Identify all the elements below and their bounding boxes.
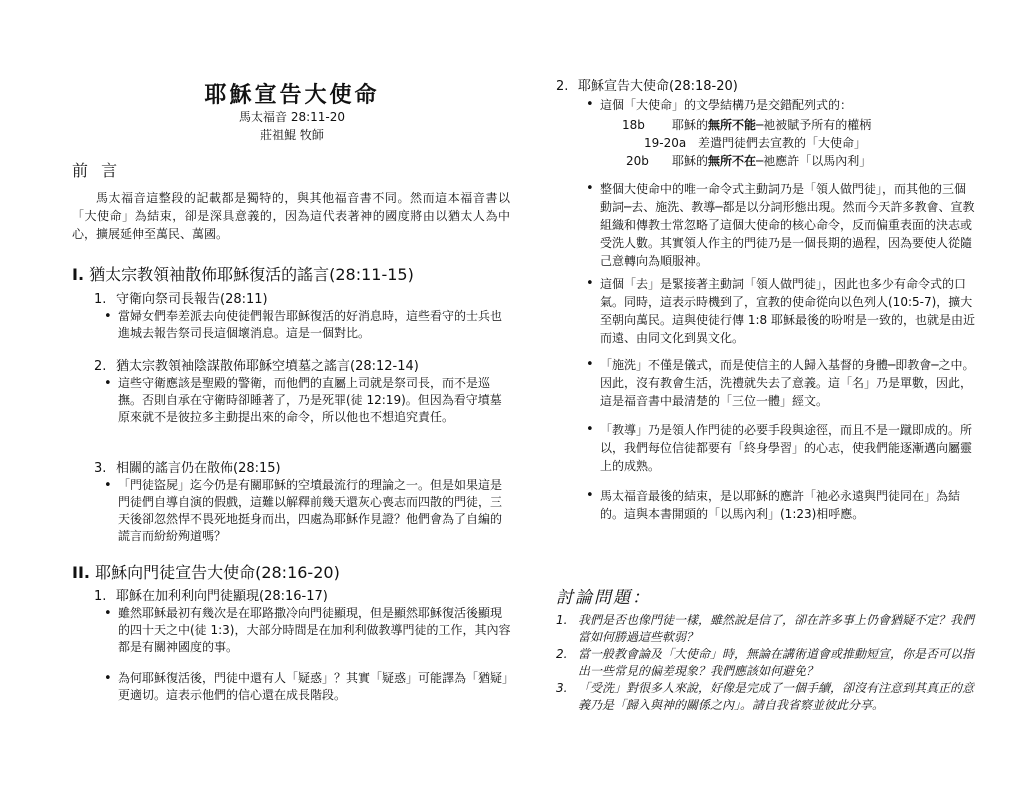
chiasm-text: ─祂應許「以馬內利」 <box>756 154 872 168</box>
intro-paragraph: 馬太福音這整段的記載都是獨特的，與其他福音書不同。然而這本福音書以「大使命」為結束，卻是深具意義的，因為這代表著神的國度將由以猶太人為中心，擴展延伸至萬民、萬國。 <box>72 191 510 241</box>
section-2-heading <box>72 560 340 583</box>
author-line: 莊祖鯤 牧師 <box>260 128 324 142</box>
question-text: 我們是否也像門徒一樣，雖然說是信了，卻在許多事上仍會猶疑不定？我們當如何勝過這些軟弱？ <box>578 613 975 644</box>
subsection-number: 1. <box>94 292 107 307</box>
bullet-paragraph: • 「門徒盜屍」迄今仍是有關耶穌的空墳最流行的理論之一。但是如果這是門徒們自導自演的假戲，這難以解釋前幾天還灰心喪志而四散的門徒，三天後卻忽然悍不畏死地挺身而出，四處為耶穌作見證？他們會為了自編的謊言而紛紛殉道嗎？ <box>118 477 512 545</box>
question-number: 3. <box>556 681 568 695</box>
chiasm-line <box>622 116 871 133</box>
section-1-number: I. <box>72 265 85 284</box>
subsection-1-3 <box>94 457 281 476</box>
discussion-question <box>556 612 976 644</box>
chiasm-text: 差遣門徒們去宣教的「大使命」 <box>698 136 867 150</box>
subsection-title: 猶太宗教領袖陰謀散佈耶穌空墳墓之謠言(28:12-14) <box>116 359 419 374</box>
subsection-title: 耶穌在加利利向門徒顯現(28:16-17) <box>116 589 328 604</box>
bullet-paragraph: • 「教導」乃是領人作門徒的必要手段與途徑，而且不是一蹴即成的。所以，我們每位信徒都要有「終身學習」的心志，使我們能逐漸邁向屬靈上的成熟。 <box>600 421 976 475</box>
bullet-paragraph: • 這個「大使命」的文學結構乃是交錯配列式的： <box>600 96 976 114</box>
section-1-heading <box>72 262 414 285</box>
chiasm-ref: 18b <box>622 118 645 132</box>
chiasm-text: 耶穌的 <box>672 154 709 168</box>
subsection-title: 守衛向祭司長報告(28:11) <box>116 292 268 307</box>
bullet-paragraph: • 整個大使命中的唯一命令式主動詞乃是「領人做門徒」，而其他的三個動詞─去、施洗、教導─都是以分詞形態出現。然而今天許多教會、宣教組織和傳教士常忽略了這個大使命的核心命令，反而偏重表面的決志或受洗人數。其實領人作主的門徒乃是一個長期的過程，因為要使人從隨己意轉向為順服神。 <box>600 180 976 270</box>
subsection-number: 2. <box>556 79 569 94</box>
question-number: 1. <box>556 613 568 627</box>
chiasm-line <box>644 134 866 151</box>
discussion-question <box>556 680 976 712</box>
subsection-number: 2. <box>94 359 107 374</box>
chiasm-ref: 20b <box>626 154 649 168</box>
bullet-paragraph: • 這些守衛應該是聖殿的警衛，而他們的直屬上司就是祭司長，而不是巡撫。否則自承在守衛時卻睡著了，乃是死罪(徒 12:19)。但因為看守墳墓原來就不是彼拉多主動提出來的命令，所以他也不想追究責任。 <box>118 375 512 426</box>
bullet-paragraph: • 這個「去」是緊接著主動詞「領人做門徒」，因此也多少有命令式的口氣。同時，這表示時機到了，宣教的使命從向以色列人(10:5-7)，擴大至朝向萬民。這與使徒行傳 1:8 耶穌最後的吩咐是一致的，也就是由近而遠、由同文化到異文化。 <box>600 275 976 347</box>
bullet-paragraph: • 「施洗」不僅是儀式，而是使信主的人歸入基督的身體─即教會─之中。因此，沒有教會生活，洗禮就失去了意義。這「名」乃是單數，因此，這是福音書中最清楚的「三位一體」經文。 <box>600 356 976 410</box>
discussion-question <box>556 646 976 678</box>
question-number: 2. <box>556 647 568 661</box>
subsection-2-1 <box>94 585 328 604</box>
section-2-title: 耶穌向門徒宣告大使命(28:16-20) <box>95 563 340 582</box>
chiasm-ref: 19-20a <box>644 136 687 150</box>
subsection-1-1 <box>94 288 268 307</box>
page-title: 耶穌宣告大使命 <box>204 82 380 108</box>
section-1-title: 猶太宗教領袖散佈耶穌復活的謠言(28:11-15) <box>89 265 414 284</box>
subsection-1-2 <box>94 355 419 374</box>
chiasm-text: 耶穌的 <box>672 118 709 132</box>
subsection-title: 耶穌宣告大使命(28:18-20) <box>578 79 738 94</box>
chiasm-emphasis: 無所不在 <box>708 154 757 168</box>
chiasm-emphasis: 無所不能 <box>708 118 757 132</box>
bullet-paragraph: • 為何耶穌復活後，門徒中還有人「疑惑」？其實「疑惑」可能譯為「猶疑」更適切。這表示他們的信心還在成長階段。 <box>118 670 512 704</box>
intro-heading: 前 言 <box>72 161 122 180</box>
chiasm-text: ─祂被賦予所有的權柄 <box>756 118 872 132</box>
subsection-2-2 <box>556 75 738 94</box>
subsection-number: 3. <box>94 461 107 476</box>
section-2-number: II. <box>72 563 90 582</box>
bullet-paragraph: • 雖然耶穌最初有幾次是在耶路撒冷向門徒顯現，但是顯然耶穌復活後顯現的四十天之中(徒 1:3)，大部分時間是在加利利做教導門徒的工作，其內容都是有關神國度的事。 <box>118 605 512 656</box>
scripture-reference: 馬太福音 28:11-20 <box>239 110 345 124</box>
chiasm-line <box>626 152 871 169</box>
bullet-paragraph: • 馬太福音最後的結束，是以耶穌的應許「祂必永遠與門徒同在」為結的。這與本書開頭的「以馬內利」(1:23)相呼應。 <box>600 487 976 523</box>
question-text: 當一般教會論及「大使命」時，無論在講術道會或推動短宣，你是否可以指出一些常見的偏差現象？我們應該如何避免？ <box>578 647 975 678</box>
subsection-title: 相關的謠言仍在散佈(28:15) <box>116 461 281 476</box>
question-text: 「受洗」對很多人來說，好像是完成了一個手續，卻沒有注意到其真正的意義乃是「歸入與神的關係之內」。請自我省察並彼此分享。 <box>578 681 975 712</box>
discussion-heading: 討論問題： <box>556 588 651 608</box>
subsection-number: 1. <box>94 589 107 604</box>
bullet-paragraph: • 當婦女們奉差派去向使徒們報告耶穌復活的好消息時，這些看守的士兵也進城去報告祭司長這個壞消息。這是一個對比。 <box>118 308 512 342</box>
